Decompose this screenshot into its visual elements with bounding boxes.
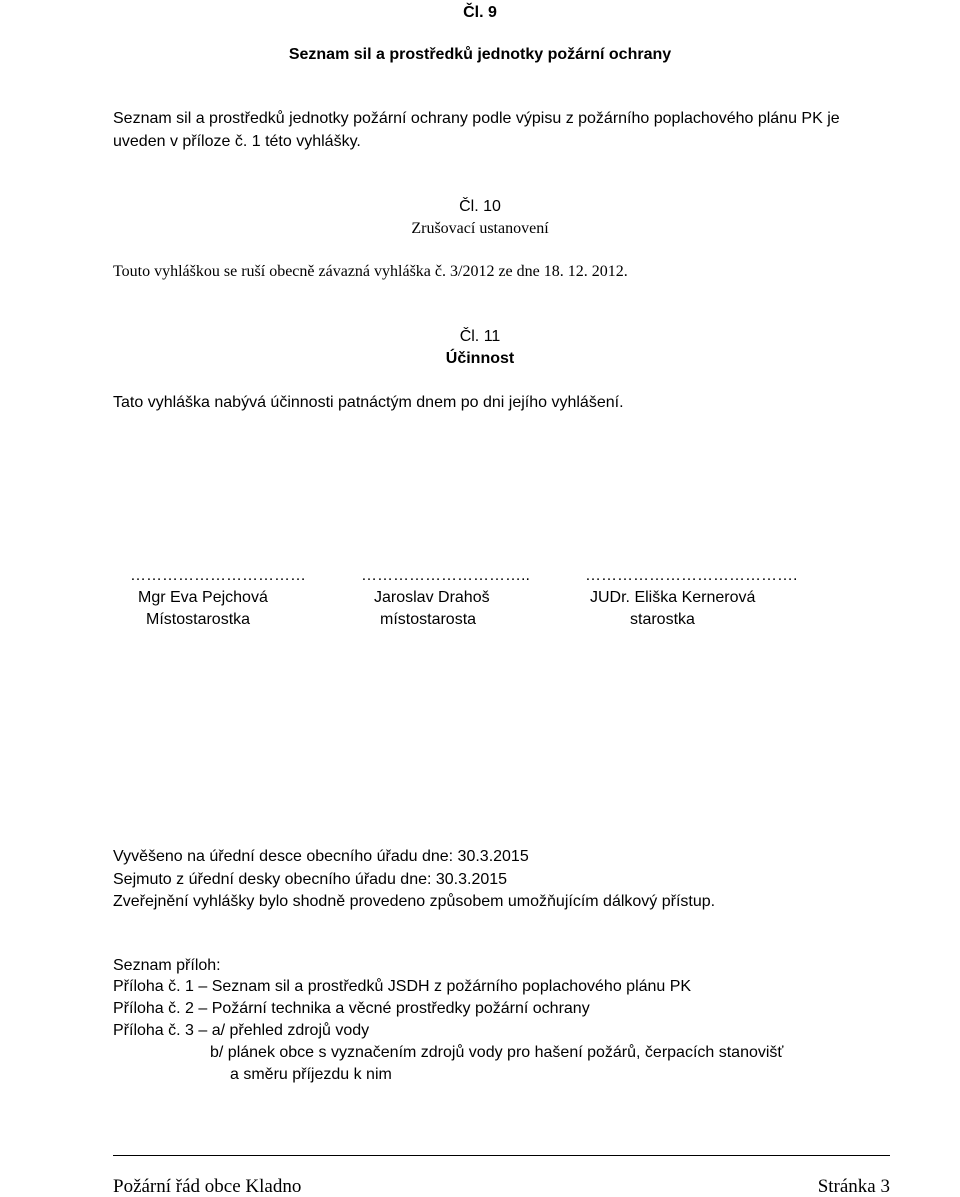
attachment-item: Příloha č. 3 – a/ přehled zdrojů vody xyxy=(113,1022,370,1039)
section-11-text: Tato vyhláška nabývá účinnosti patnáctým dnem po dni jejího vyhlášení. xyxy=(113,394,624,411)
attachments-heading: Seznam příloh: xyxy=(113,957,221,974)
footer-page-number: Stránka 3 xyxy=(817,1176,890,1197)
attachment-item-continuation: b/ plánek obce s vyznačením zdrojů vody pro hašení požárů, čerpacích stanovišť xyxy=(210,1044,784,1061)
signatory-name: Jaroslav Drahoš xyxy=(374,589,490,606)
signatory-role: starostka xyxy=(630,611,695,628)
signature-line: …………………………… xyxy=(130,567,306,584)
signature-line: ………………………….. xyxy=(361,567,530,584)
attachment-item: Příloha č. 2 – Požární technika a věcné prostředky požární ochrany xyxy=(113,1000,590,1017)
section-11-title: Účinnost xyxy=(445,350,515,367)
footer-title: Požární řád obce Kladno xyxy=(113,1176,302,1197)
signatory-name: Mgr Eva Pejchová xyxy=(138,589,268,606)
signatory-name: JUDr. Eliška Kernerová xyxy=(590,589,756,606)
publication-note: Zveřejnění vyhlášky bylo shodně provedeno způsobem umožňujícím dálkový přístup. xyxy=(113,893,716,910)
section-10-text: Touto vyhláškou se ruší obecně závazná vyhláška č. 3/2012 ze dne 18. 12. 2012. xyxy=(113,263,628,280)
attachment-item: Příloha č. 1 – Seznam sil a prostředků JSDH z požárního poplachového plánu PK xyxy=(113,978,692,995)
section-11-heading: Čl. 11 xyxy=(459,328,501,345)
section-10-heading: Čl. 10 xyxy=(459,198,501,215)
section-10-title: Zrušovací ustanovení xyxy=(411,220,549,237)
section-9-heading: Čl. 9 xyxy=(463,4,497,21)
signature-line: …………………………………. xyxy=(585,567,798,584)
footer-divider xyxy=(113,1155,890,1156)
section-9-paragraph-line-1: Seznam sil a prostředků jednotky požární ochrany podle výpisu z požárního poplachového plánu PK je xyxy=(113,110,840,127)
section-9-paragraph-line-2: uveden v příloze č. 1 této vyhlášky. xyxy=(113,133,361,150)
signatory-role: místostarosta xyxy=(380,611,477,628)
removed-date: Sejmuto z úřední desky obecního úřadu dne: 30.3.2015 xyxy=(113,871,508,888)
signatory-role: Místostarostka xyxy=(146,611,251,628)
attachment-item-continuation: a směru příjezdu k nim xyxy=(230,1066,392,1083)
section-9-title: Seznam sil a prostředků jednotky požární ochrany xyxy=(288,46,672,63)
posted-date: Vyvěšeno na úřední desce obecního úřadu dne: 30.3.2015 xyxy=(113,848,529,865)
